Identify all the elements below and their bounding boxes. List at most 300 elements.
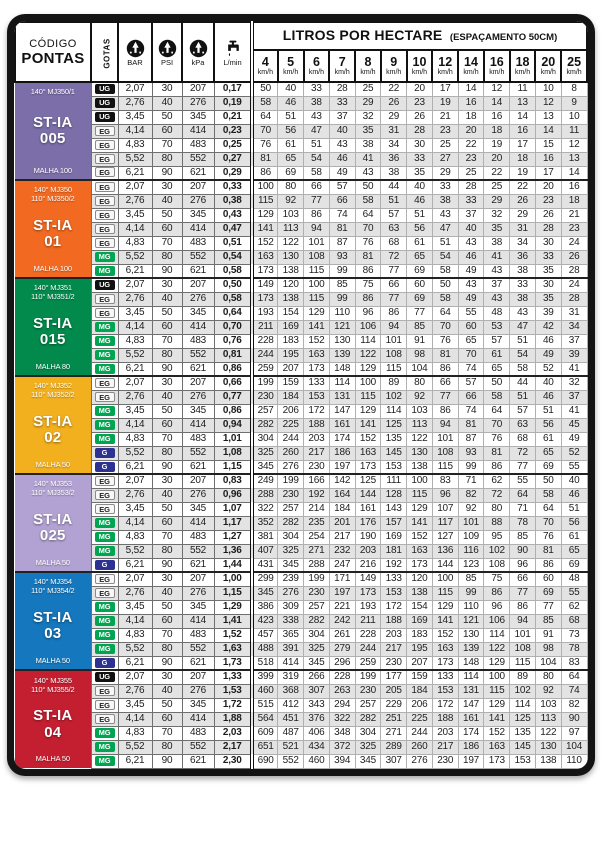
rate-value-5kmh: 199 [278,474,304,488]
droplet-class-cell [91,292,118,306]
lmin-value: 0,86 [214,404,252,418]
rate-value-5kmh: 239 [278,572,304,586]
rate-value-10kmh: 195 [407,642,433,656]
rate-value-18kmh: 153 [510,754,536,768]
rate-value-7kmh: 197 [329,586,355,600]
rate-value-25kmh: 37 [561,334,587,348]
rate-value-10kmh: 163 [407,544,433,558]
column-header-codigo-pontas [15,22,91,82]
rate-value-18kmh: 71 [510,502,536,516]
bar-value: 2,76 [118,96,152,110]
rate-value-16kmh: 57 [484,334,510,348]
speed-column-header-8: 8 km/h [355,50,381,82]
rate-value-14kmh: 23 [458,152,484,166]
droplet-badge-mg: MG [95,616,115,626]
bar-value: 2,07 [118,376,152,390]
rate-value-20kmh: 122 [535,726,561,740]
bar-value: 2,76 [118,586,152,600]
bar-value: 4,14 [118,222,152,236]
table-frame [7,14,595,776]
psi-value: 30 [152,670,182,684]
bar-value: 4,14 [118,712,152,726]
nozzle-group-st-ia-02 [15,376,91,474]
rate-value-8kmh: 193 [355,600,381,614]
rate-value-4kmh: 249 [252,474,278,488]
rate-value-7kmh: 110 [329,306,355,320]
rate-value-9kmh: 114 [381,404,407,418]
rate-value-18kmh: 47 [510,320,536,334]
rate-value-12kmh: 58 [432,292,458,306]
rate-value-5kmh: 260 [278,446,304,460]
psi-value: 40 [152,96,182,110]
rate-value-12kmh: 23 [432,124,458,138]
rate-value-25kmh: 18 [561,194,587,208]
rate-value-14kmh: 101 [458,516,484,530]
rate-value-16kmh: 65 [484,362,510,376]
rate-value-10kmh: 183 [407,628,433,642]
table-row [15,558,587,572]
rate-value-16kmh: 50 [484,376,510,390]
rate-value-20kmh: 50 [535,474,561,488]
psi-value: 70 [152,334,182,348]
nozzle-series-name: ST-IA 01 [33,216,73,251]
rate-value-10kmh: 61 [407,236,433,250]
rate-value-14kmh: 114 [458,670,484,684]
rate-value-25kmh: 56 [561,516,587,530]
rate-value-7kmh: 87 [329,236,355,250]
rate-value-20kmh: 86 [535,558,561,572]
rate-value-12kmh: 152 [432,628,458,642]
lmin-value: 1,08 [214,446,252,460]
rate-value-16kmh: 58 [484,390,510,404]
rate-value-10kmh: 225 [407,712,433,726]
rate-value-8kmh: 190 [355,530,381,544]
psi-value: 70 [152,726,182,740]
rate-value-10kmh: 104 [407,362,433,376]
lmin-value: 2,30 [214,754,252,768]
rate-value-5kmh: 338 [278,614,304,628]
nozzle-model-labels: 140° MJ353 110° MJ353/2 [31,479,75,498]
table-row [15,152,587,166]
bar-value: 6,21 [118,166,152,180]
droplet-badge-g: G [95,560,115,570]
nozzle-group-st-ia-04 [15,670,91,768]
rate-value-18kmh: 102 [510,684,536,698]
rate-value-12kmh: 153 [432,684,458,698]
droplet-badge-mg: MG [95,728,115,738]
rate-value-5kmh: 159 [278,376,304,390]
bar-value: 3,45 [118,110,152,124]
bar-value: 4,14 [118,516,152,530]
rate-value-20kmh: 104 [535,656,561,670]
rate-value-4kmh: 163 [252,250,278,264]
rate-value-16kmh: 86 [484,460,510,474]
lmin-value: 2,17 [214,740,252,754]
rate-value-7kmh: 81 [329,222,355,236]
rate-value-5kmh: 412 [278,698,304,712]
table-row [15,138,587,152]
rate-value-6kmh: 43 [304,110,330,124]
bar-value: 4,14 [118,614,152,628]
droplet-badge-mg: MG [95,630,115,640]
kpa-value: 621 [182,558,214,572]
nozzle-series-name: ST-IA 03 [33,608,73,643]
rate-value-9kmh: 89 [381,376,407,390]
droplet-badge-eg: EG [95,182,115,192]
droplet-class-cell [91,530,118,544]
droplet-badge-mg: MG [95,532,115,542]
droplet-class-cell [91,320,118,334]
rate-value-6kmh: 282 [304,614,330,628]
rate-value-4kmh: 345 [252,586,278,600]
rate-value-16kmh: 88 [484,516,510,530]
rate-value-25kmh: 65 [561,544,587,558]
rate-value-25kmh: 62 [561,600,587,614]
rate-value-4kmh: 58 [252,96,278,110]
kpa-value: 621 [182,166,214,180]
rate-value-6kmh: 325 [304,642,330,656]
rate-value-7kmh: 99 [329,264,355,278]
rate-value-14kmh: 81 [458,418,484,432]
droplet-badge-eg: EG [95,700,115,710]
bar-value: 3,45 [118,698,152,712]
kpa-value: 552 [182,642,214,656]
rate-value-7kmh: 261 [329,628,355,642]
rate-value-14kmh: 18 [458,110,484,124]
rate-value-5kmh: 257 [278,502,304,516]
kpa-value: 621 [182,460,214,474]
table-row [15,698,587,712]
rate-value-7kmh: 121 [329,320,355,334]
rate-value-20kmh: 35 [535,292,561,306]
pressure-gauge-icon [189,39,208,58]
table-row [15,642,587,656]
lmin-value: 0,81 [214,348,252,362]
rate-value-6kmh: 406 [304,726,330,740]
rate-value-4kmh: 76 [252,138,278,152]
rate-value-18kmh: 72 [510,446,536,460]
rate-value-25kmh: 34 [561,320,587,334]
rate-value-9kmh: 34 [381,138,407,152]
rate-value-10kmh: 173 [407,558,433,572]
rate-value-9kmh: 38 [381,166,407,180]
rate-value-25kmh: 104 [561,740,587,754]
bar-value: 5,52 [118,544,152,558]
rate-value-12kmh: 107 [432,502,458,516]
table-row [15,656,587,670]
kpa-value: 276 [182,586,214,600]
rate-value-18kmh: 51 [510,390,536,404]
table-row [15,110,587,124]
rate-value-12kmh: 141 [432,614,458,628]
rate-value-8kmh: 81 [355,250,381,264]
rate-value-12kmh: 96 [432,488,458,502]
rate-value-7kmh: 263 [329,684,355,698]
rate-value-9kmh: 115 [381,362,407,376]
rate-value-10kmh: 56 [407,222,433,236]
rate-value-18kmh: 108 [510,642,536,656]
rate-value-7kmh: 161 [329,418,355,432]
rate-value-9kmh: 51 [381,194,407,208]
rate-value-4kmh: 259 [252,362,278,376]
rate-value-20kmh: 77 [535,600,561,614]
rate-value-10kmh: 100 [407,474,433,488]
table-row [15,460,587,474]
rate-value-16kmh: 115 [484,684,510,698]
rate-value-25kmh: 28 [561,292,587,306]
lmin-value: 0,38 [214,194,252,208]
rate-value-16kmh: 114 [484,628,510,642]
rate-value-6kmh: 129 [304,306,330,320]
lmin-value: 0,66 [214,376,252,390]
nozzle-group-st-ia-015 [15,278,91,376]
psi-value: 90 [152,166,182,180]
rate-value-25kmh: 41 [561,362,587,376]
lmin-value: 1,00 [214,572,252,586]
rate-value-14kmh: 74 [458,362,484,376]
rate-value-5kmh: 184 [278,390,304,404]
rate-value-25kmh: 26 [561,250,587,264]
rate-value-20kmh: 81 [535,544,561,558]
rate-value-25kmh: 90 [561,712,587,726]
rate-value-18kmh: 63 [510,418,536,432]
lmin-value: 1,07 [214,502,252,516]
lmin-value: 1,27 [214,530,252,544]
lmin-value: 1,63 [214,642,252,656]
rate-value-25kmh: 28 [561,264,587,278]
rate-value-4kmh: 288 [252,488,278,502]
rate-value-16kmh: 25 [484,180,510,194]
rate-value-8kmh: 43 [355,166,381,180]
rate-value-4kmh: 423 [252,614,278,628]
rate-value-5kmh: 65 [278,152,304,166]
rate-value-6kmh: 58 [304,166,330,180]
rate-value-12kmh: 83 [432,474,458,488]
rate-value-7kmh: 217 [329,530,355,544]
rate-value-12kmh: 133 [432,670,458,684]
table-row [15,600,587,614]
droplet-class-cell [91,110,118,124]
rate-value-18kmh: 115 [510,656,536,670]
rate-value-8kmh: 203 [355,544,381,558]
psi-value: 60 [152,320,182,334]
rate-value-10kmh: 244 [407,726,433,740]
lmin-value: 0,51 [214,236,252,250]
droplet-class-cell [91,726,118,740]
psi-value: 70 [152,530,182,544]
bar-value: 2,76 [118,684,152,698]
droplet-badge-eg: EG [95,294,115,304]
rate-value-20kmh: 64 [535,502,561,516]
rate-value-4kmh: 81 [252,152,278,166]
psi-value: 80 [152,642,182,656]
droplet-class-cell [91,166,118,180]
droplet-badge-ug: UG [95,672,115,682]
rate-value-5kmh: 69 [278,166,304,180]
rate-value-9kmh: 128 [381,488,407,502]
lmin-value: 1,15 [214,460,252,474]
droplet-class-cell [91,418,118,432]
kpa-value: 414 [182,418,214,432]
rate-value-9kmh: 31 [381,124,407,138]
rate-value-8kmh: 41 [355,152,381,166]
rate-value-18kmh: 78 [510,516,536,530]
kpa-value: 483 [182,334,214,348]
rate-value-9kmh: 29 [381,110,407,124]
rate-value-8kmh: 76 [355,236,381,250]
kpa-unit-label: kPa [191,58,205,68]
rate-value-14kmh: 139 [458,642,484,656]
droplet-class-cell [91,138,118,152]
lmin-value: 0,25 [214,138,252,152]
table-row [15,446,587,460]
rate-value-25kmh: 8 [561,82,587,96]
rate-value-5kmh: 130 [278,250,304,264]
rate-value-4kmh: 115 [252,194,278,208]
rate-value-14kmh: 57 [458,376,484,390]
droplet-class-cell [91,642,118,656]
psi-value: 90 [152,754,182,768]
rate-value-18kmh: 36 [510,250,536,264]
rate-value-7kmh: 201 [329,516,355,530]
droplet-class-cell [91,376,118,390]
rate-value-9kmh: 203 [381,628,407,642]
rate-value-16kmh: 43 [484,292,510,306]
rate-value-18kmh: 34 [510,236,536,250]
rate-value-14kmh: 49 [458,264,484,278]
rate-value-10kmh: 69 [407,292,433,306]
nozzle-series-name: ST-IA 025 [33,510,73,545]
rate-value-9kmh: 217 [381,642,407,656]
table-row [15,712,587,726]
droplet-badge-eg: EG [95,476,115,486]
rate-value-18kmh: 54 [510,348,536,362]
kpa-value: 276 [182,684,214,698]
rate-value-6kmh: 173 [304,362,330,376]
title-main: LITROS POR HECTARE [282,27,443,43]
rate-value-9kmh: 307 [381,754,407,768]
rate-value-20kmh: 10 [535,82,561,96]
rate-value-20kmh: 26 [535,208,561,222]
rate-value-10kmh: 207 [407,656,433,670]
rate-value-14kmh: 121 [458,614,484,628]
rate-value-6kmh: 199 [304,572,330,586]
droplet-badge-eg: EG [95,574,115,584]
faucet-icon [223,39,242,58]
speed-column-header-18: 18 km/h [510,50,536,82]
psi-value: 50 [152,698,182,712]
speed-column-header-10: 10 km/h [407,50,433,82]
rate-value-18kmh: 18 [510,152,536,166]
rate-value-5kmh: 345 [278,558,304,572]
kpa-value: 276 [182,96,214,110]
bar-value: 5,52 [118,740,152,754]
kpa-value: 483 [182,628,214,642]
rate-value-4kmh: 64 [252,110,278,124]
rate-value-16kmh: 81 [484,446,510,460]
nozzle-model-labels: 140° MJ355 110° MJ355/2 [31,675,75,694]
bar-value: 2,07 [118,278,152,292]
rate-value-20kmh: 92 [535,684,561,698]
rate-value-25kmh: 82 [561,698,587,712]
rate-value-5kmh: 414 [278,656,304,670]
rate-value-25kmh: 55 [561,586,587,600]
rate-value-8kmh: 125 [355,474,381,488]
droplet-badge-mg: MG [95,252,115,262]
rate-value-8kmh: 176 [355,516,381,530]
kpa-value: 414 [182,614,214,628]
table-row [15,334,587,348]
rate-value-16kmh: 62 [484,474,510,488]
rate-value-7kmh: 164 [329,488,355,502]
rate-value-10kmh: 80 [407,376,433,390]
kpa-value: 414 [182,222,214,236]
rate-value-5kmh: 207 [278,362,304,376]
rate-value-7kmh: 228 [329,670,355,684]
rate-value-18kmh: 90 [510,544,536,558]
rate-value-5kmh: 61 [278,138,304,152]
rate-value-18kmh: 51 [510,334,536,348]
bar-value: 2,76 [118,292,152,306]
lmin-value: 1,73 [214,656,252,670]
rate-value-14kmh: 92 [458,502,484,516]
rate-value-4kmh: 149 [252,278,278,292]
rate-value-25kmh: 11 [561,124,587,138]
rate-value-16kmh: 61 [484,348,510,362]
psi-value: 50 [152,502,182,516]
bar-value: 5,52 [118,152,152,166]
droplet-badge-mg: MG [95,434,115,444]
rate-value-10kmh: 115 [407,488,433,502]
rate-value-20kmh: 15 [535,138,561,152]
rate-value-7kmh: 247 [329,558,355,572]
kpa-value: 207 [182,82,214,96]
rate-value-16kmh: 37 [484,278,510,292]
rate-value-25kmh: 9 [561,96,587,110]
bar-value: 4,83 [118,334,152,348]
rate-value-6kmh: 271 [304,544,330,558]
rate-value-20kmh: 85 [535,614,561,628]
rate-value-14kmh: 65 [458,334,484,348]
rate-value-7kmh: 242 [329,614,355,628]
rate-value-14kmh: 85 [458,572,484,586]
rate-value-4kmh: 457 [252,628,278,642]
rate-value-7kmh: 46 [329,152,355,166]
lmin-value: 0,86 [214,362,252,376]
rate-value-4kmh: 609 [252,726,278,740]
droplet-badge-eg: EG [95,238,115,248]
rate-value-16kmh: 38 [484,236,510,250]
lmin-value: 0,96 [214,488,252,502]
psi-value: 40 [152,488,182,502]
rate-value-9kmh: 177 [381,670,407,684]
droplet-badge-eg: EG [95,196,115,206]
kpa-value: 483 [182,530,214,544]
rate-value-18kmh: 26 [510,194,536,208]
rate-value-5kmh: 368 [278,684,304,698]
psi-value: 60 [152,516,182,530]
rate-value-10kmh: 103 [407,404,433,418]
rate-value-12kmh: 21 [432,110,458,124]
rate-value-7kmh: 294 [329,698,355,712]
rate-value-7kmh: 142 [329,474,355,488]
lmin-value: 0,70 [214,320,252,334]
table-row [15,614,587,628]
rate-value-7kmh: 66 [329,194,355,208]
rate-value-7kmh: 279 [329,642,355,656]
rate-value-6kmh: 54 [304,152,330,166]
bar-value: 3,45 [118,502,152,516]
